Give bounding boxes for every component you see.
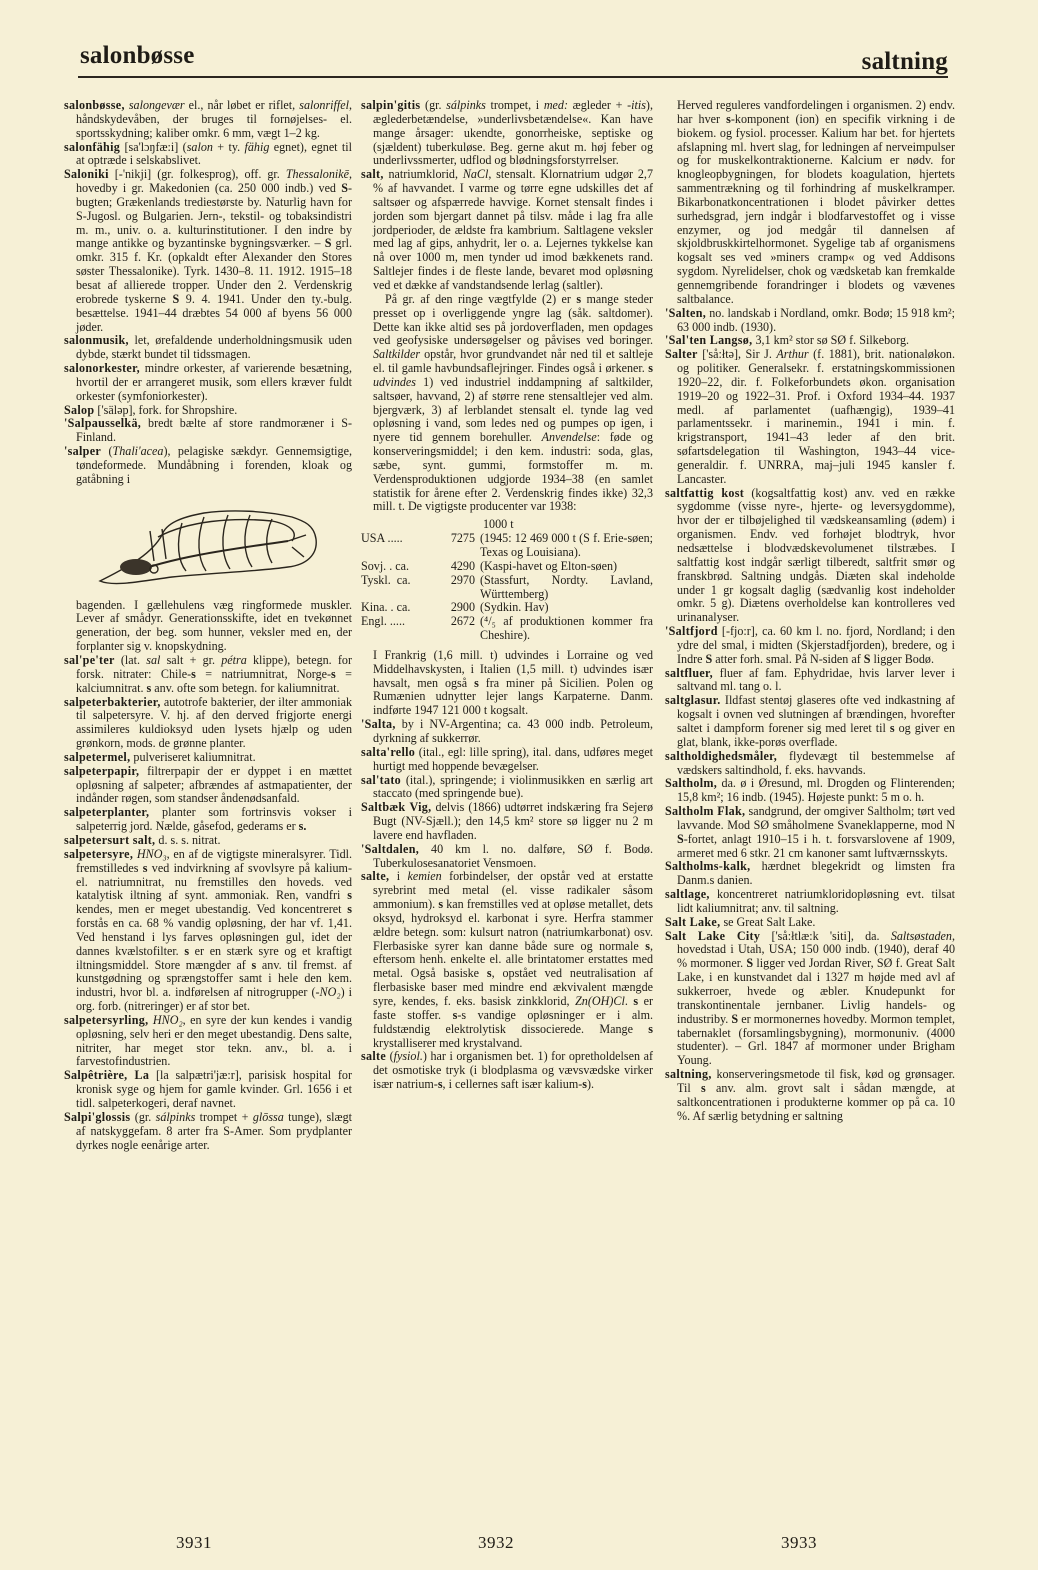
definition-text: anv. alm. grovt salt i sådan mængde, at saltkoncentrationen i produkterne kommer op på ca. 10 %. Af særlig betydning er saltning xyxy=(677,1080,955,1123)
definition-text: . xyxy=(624,994,634,1008)
headword: salpetersyre, xyxy=(64,846,134,861)
definition-text: (gr. xyxy=(420,98,447,112)
italic-text: NaCl xyxy=(462,167,489,182)
definition-text: anv. til fremst. af kunstgødning og sprængstoffer samt i hele den kem. industri, hvor bl. a. indførelsen af nitrogrupper (- xyxy=(76,957,352,1000)
headword: 'Saltfjord xyxy=(665,624,718,639)
definition-text: pulveriseret kaliumnitrat. xyxy=(130,749,256,764)
bold-abbrev: s xyxy=(184,943,190,958)
italic-text: sálpinks xyxy=(446,98,486,112)
definition-text: trompet, i xyxy=(485,98,544,112)
table-row xyxy=(361,532,653,560)
headword: Salpi'glossis xyxy=(64,1109,131,1124)
dictionary-entry xyxy=(64,334,352,362)
definition-text: egnet), egnet til at optræde i selskabslivet. xyxy=(76,139,352,168)
bold-abbrev: s xyxy=(889,720,895,735)
italic-text: fähig xyxy=(244,139,270,154)
definition-text: mange steder presset op i overliggende yngre lag (såk. saltdomer). Dette kan ikke altid ses på jordoverfladen, men opdages ved geofysiske undersøgelser og påvises ved boringer. xyxy=(373,291,653,348)
dictionary-entry xyxy=(64,404,352,418)
bold-abbrev: S xyxy=(677,831,684,846)
definition-text: anv. ofte som betegn. for kaliumnitrat. xyxy=(151,680,340,695)
headword: 'Salta, xyxy=(361,717,396,732)
dictionary-entry xyxy=(64,848,352,1014)
headword: salpetersurt salt, xyxy=(64,832,156,847)
dictionary-entry xyxy=(64,751,352,765)
entry-continuation xyxy=(64,599,352,654)
definition-text: [-'nikji] (gr. folkesprog), off. gr. xyxy=(108,167,286,182)
definition-text: I Frankrig (1,6 mill. t) udvindes i Lorraine og ved Middelhavskysten, i Italien (1,5 mill. t) udvindes især havsalt, men også xyxy=(373,647,653,690)
headword: 'salper xyxy=(64,444,102,459)
headword: salte, xyxy=(361,869,390,884)
definition-text: er mormonernes hovedby. Mormon templet, tabernaklet (forsamlingsbygning), mormonuniv. (4000 studenter). – Grl. 1847 af mormoner under Brigham Young. xyxy=(677,1011,955,1068)
dictionary-entry xyxy=(361,99,653,168)
bold-abbrev: s xyxy=(474,675,479,690)
definition-text: fluer af fam. Ephydridae, hvis larver lever i saltvand ml. tang o. l. xyxy=(677,665,955,694)
definition-text: krystalliserer med krystalvand. xyxy=(373,1035,523,1050)
dictionary-entry xyxy=(361,1050,653,1092)
note-cell: (Kaspi-havet og Elton-søen) xyxy=(480,558,618,573)
headword: Salpêtrière, La xyxy=(64,1068,150,1083)
headword: Saloniki xyxy=(64,167,109,182)
bold-abbrev: s xyxy=(633,994,639,1008)
definition-text: og giver en glat, blank, ikke-porøs overflade. xyxy=(677,720,956,749)
bold-abbrev: s xyxy=(191,666,196,681)
definition-text: d. s. s. nitrat. xyxy=(155,832,221,847)
bold-abbrev: s xyxy=(438,897,444,912)
bold-abbrev: S xyxy=(324,236,332,251)
entry-continuation xyxy=(665,99,955,307)
bold-abbrev: s xyxy=(347,902,352,917)
italic-text: sal xyxy=(146,653,161,667)
definition-text: flydevægt til bestemmelse af vædskers saltindhold, f. eks. havvands. xyxy=(677,748,955,777)
note-cell: (Sydkin. Hav) xyxy=(480,600,549,615)
italic-text: Arthur xyxy=(776,347,809,362)
definition-text: ['sälәp], fork. for Shropshire. xyxy=(94,402,238,417)
bold-abbrev: s xyxy=(726,111,731,126)
page-number-left: 3931 xyxy=(176,1533,212,1552)
definition-text: ['så:łtlæ:k 'siti], da. xyxy=(760,928,891,943)
bold-abbrev: s xyxy=(347,888,352,903)
value-cell: 7275 xyxy=(450,531,475,546)
definition-text: ved indvirkning af svovlsyre på kalium- el. natriumnitrat, nu fremstilles den hoveds. ved katalytisk iltning af synt. ammoniak. Ren, vandfri xyxy=(76,860,352,903)
italic-text: HNO₃ xyxy=(136,846,167,861)
definition-text: , hovedby i gr. Makedonien (ca. 250 000 indb.) ved xyxy=(76,167,352,196)
italic-text: HNO₂ xyxy=(152,1012,183,1027)
definition-text: , en syre der kun kendes i vandig opløsning, selv heri er den meget ubestandig. Dens salte, nitriter, har meget stor tekn. anv., bl. a. i farvestofindustrien. xyxy=(76,1012,352,1069)
italic-text: Saltkilder xyxy=(373,347,421,362)
dictionary-entry xyxy=(64,168,352,334)
definition-text: hærdnet blegekridt og limsten fra Danm.s danien. xyxy=(677,859,955,888)
table-row xyxy=(361,601,653,615)
definition-text: Herved reguleres vandfordelingen i organismen. 2) endv. har hver xyxy=(677,98,955,126)
dictionary-entry xyxy=(64,445,352,487)
bold-abbrev: S xyxy=(341,181,348,196)
definition-text: natriumklorid, xyxy=(383,167,463,182)
headword: salt, xyxy=(361,167,384,182)
definition-text: no. landskab i Nordland, omkr. Bodø; 15 918 km²; 63 000 indb. (1930). xyxy=(677,305,955,334)
headword: Salter xyxy=(665,347,698,362)
bold-abbrev: s xyxy=(582,1077,587,1092)
salt-production-table xyxy=(361,518,653,643)
definition-text: mindre orkester, af varierende besætning, hvortil der er arrangeret musik, som ellers kræver fuldt orkester (symfoniorkester). xyxy=(76,361,352,403)
dictionary-entry xyxy=(665,625,955,667)
definition-text: bredt bælte af store randmoræner i S-Finland. xyxy=(76,416,352,445)
italic-text: med: xyxy=(543,98,568,112)
definition-text: sandgrund, der omgiver Saltholm; tørt ved lavvande. Mod SØ småholmene Svaneklapperne, mod N xyxy=(677,804,955,832)
definition-text: forstås en ca. 68 % vandig opløsning, der har vf. 1,41. Ved henstand i lys farves opløsningen gul, idet der dannes kvælstofilter. xyxy=(76,916,352,958)
right-guide-word: saltning xyxy=(861,48,948,75)
headword: Salt Lake, xyxy=(665,914,721,929)
table-row xyxy=(361,560,653,574)
definition-text: let, ørefaldende underholdningsmusik uden dybde, stærkt bundet til tidssmagen. xyxy=(76,333,352,362)
definition-text: 9. 4. 1941. Under den ty.-bulg. besættelse. 1941–44 dræbtes 54 000 af byens 56 000 jøder. xyxy=(76,291,352,334)
bold-abbrev: S xyxy=(705,651,713,666)
definition-text: (gr. xyxy=(130,1109,156,1124)
definition-text: er en stærk syre og et kraftigt iltningsmiddel. Store mængder af xyxy=(76,943,352,972)
dictionary-entry xyxy=(665,888,955,916)
dictionary-entry xyxy=(361,774,653,802)
definition-text: klippe), betegn. for forsk. nitrater: Chile- xyxy=(76,653,353,681)
headword: salpin'gitis xyxy=(361,98,421,112)
definition-text: el., når løbet er riflet, xyxy=(184,98,300,112)
definition-text: filtrerpapir der er dyppet i en mættet opløsning af salpeter; afbrændes af astmapatienter, der indånder røgen, som standser åndenødsanfald. xyxy=(76,763,352,806)
definition-text: ( xyxy=(386,1049,394,1064)
definition-text: ) har i organismen bet. 1) for opretholdelsen af det osmotiske tryk (i blodplasma og vævsvædske virker især natrium- xyxy=(373,1049,653,1092)
column-1 xyxy=(64,99,352,1152)
headword: salte xyxy=(361,1049,387,1064)
bold-abbrev: s xyxy=(331,666,336,681)
dictionary-entry xyxy=(665,750,955,778)
dictionary-entry xyxy=(665,777,955,805)
italic-text: salongevær xyxy=(128,98,185,112)
headword: salonfähig xyxy=(64,139,121,154)
bold-abbrev: S xyxy=(731,1011,739,1026)
dictionary-entry xyxy=(665,805,955,860)
dictionary-entry xyxy=(361,746,653,774)
headword: salonorkester, xyxy=(64,361,140,376)
dictionary-entry xyxy=(665,916,955,930)
dictionary-entry xyxy=(361,718,653,746)
dictionary-entry xyxy=(361,843,653,871)
headword: Saltholms-kalk, xyxy=(665,859,751,874)
headword: saltglasur. xyxy=(665,693,721,708)
definition-text: ), pelagiske sækdyr. Gennemsigtige, tøndeformede. Mundåbning i forenden, kloak og gatåbning i xyxy=(76,444,352,486)
bold-abbrev: S xyxy=(746,956,754,971)
headword: saltholdighedsmåler, xyxy=(665,748,778,763)
definition-text: [-fjo:r], ca. 60 km l. no. fjord, Nordland; i den ydre del smal, i midten (Skjerstadfjorden), bredere, og i Indre xyxy=(677,624,955,666)
column-3 xyxy=(665,99,955,1123)
headword: salta'rello xyxy=(361,744,416,759)
definition-text: , i cellernes saft især kalium- xyxy=(442,1077,583,1092)
definition-text: kendes, men er meget ubestandig. Ved koncentreret xyxy=(76,902,348,917)
definition-text: (lat. xyxy=(114,653,147,667)
dictionary-entry xyxy=(64,1014,352,1069)
dictionary-entry xyxy=(665,930,955,1068)
italic-text: Thali'acea xyxy=(112,444,164,459)
italic-text: NO₂ xyxy=(319,985,341,1000)
italic-text: sálpinks xyxy=(155,1109,196,1124)
headword: salpetersyrling, xyxy=(64,1012,149,1027)
definition-text: -fortet, anlagt 1910–15 i h. t. forsvarslovene af 1909, armeret med 6 stkr. 21 cm kanoner samt luftværnsskyts. xyxy=(677,831,955,860)
dictionary-entry xyxy=(665,348,955,486)
definition-text: da. ø i Øresund, ml. Drogden og Flinterenden; 15,8 km²; 16 indb. (1945). Højeste punkt: 5 m o. h. xyxy=(677,776,955,805)
definition-text: koncentreret natriumkloridopløsning evt. tilsat lidt kaliumnitrat; anv. til saltning. xyxy=(677,887,955,915)
dictionary-entry xyxy=(64,696,352,751)
definition-text: Ildfast stentøj glaseres ofte ved indkastning af kogsalt i ovnen ved slutningen af brændingen, hvorefter saltet i dampform forener sig med leret til xyxy=(677,693,955,735)
definition-text: ['så:łtә], Sir J. xyxy=(697,347,777,362)
entry-continuation xyxy=(361,649,653,718)
bold-abbrev: s xyxy=(648,361,653,376)
country-cell: USA ..... xyxy=(361,531,403,546)
definition-text: 40 km l. no. dalføre, SØ f. Bodø. Tuberkulosesanatoriet Vensmoen. xyxy=(373,841,653,870)
table-row xyxy=(361,574,653,602)
headword: 'Salten, xyxy=(665,305,707,320)
headword: saltlage, xyxy=(665,887,710,902)
definition-text: (f. 1881), brit. nationaløkon. og politiker. Generalsekr. f. erstatningskommissionen 1920–22, dir. f. Folkeforbundets økon. organisation 1919–20 og 1922–31. Prof. i Oxford 1934–44. 1937 medl. af parlamentet (uafhængig), 1939–41 parlamentssekr. i marinemin., 1941 i min. f. krigstransport, 1941–43 leder af den brit. søfartsdelegation til Washington, 1943–44 vice-generaldir. f. UNRRA, maj–juli 1945 kansler f. Lancaster. xyxy=(677,347,955,486)
italic-text: Anvendelse xyxy=(541,430,597,445)
dictionary-entry xyxy=(665,334,955,348)
dictionary-entry xyxy=(64,1069,352,1111)
country-cell: Sovj. . ca. xyxy=(361,558,410,573)
definition-text: , opstået ved neutralisation af flerbasiske baser med mindre end ækvivalent mængde syre, kendes, f. eks. basisk zinkklorid, xyxy=(373,966,653,1008)
definition-text: [la salpætri'jæ:r], parisisk hospital for kronisk syge og hjem for gamle kvinder. Grl. 1656 i et tidl. salpeterkogeri, deraf navnet. xyxy=(76,1068,352,1110)
dictionary-entry xyxy=(361,870,653,1050)
dictionary-entry xyxy=(64,834,352,848)
value-cell: 2900 xyxy=(450,600,475,615)
page-number-middle: 3932 xyxy=(478,1533,514,1552)
running-header xyxy=(78,38,948,78)
definition-text: 1) ved industriel inddampning af saltkilder, saltsøer, havvand, 2) af større rene stensaltlejer ved alm. bjergværk, 3) af lerblandet stensalt el. tynde lag ved opløsning i vand, som ledes ned og pumpes op igen, i nyere tid gennem borehuller. xyxy=(373,374,653,445)
definition-text: planter som fortrinsvis vokser i salpeterrig jord. Nælde, gåsefod, gederams er xyxy=(76,805,352,834)
definition-text: tunge), slægt af natskyggefam. 8 arter fra S-Amer. Som prydplanter dyrkes nogle eenårige arter. xyxy=(76,1109,352,1152)
dictionary-entry xyxy=(665,1068,955,1123)
table-row xyxy=(361,615,653,643)
dictionary-entry xyxy=(665,860,955,888)
definition-text: -bugten; Grækenlands trediestørste by. Naturlig havn for S-Jugosl. og Bulgarien. Jern-, tekstil- og tobaksindistri m. m., univ. o. a. kulturinstitutioner. I den indre by mange antikke og byzantinske bygningsværker. – xyxy=(76,181,352,251)
dictionary-entry xyxy=(64,141,352,169)
table-unit-header: 1000 t xyxy=(483,517,514,532)
headword: sal'tato xyxy=(361,772,402,787)
definition-text: ( xyxy=(101,444,113,459)
definition-text: ) i org. forb. (nitreringer) er af stor bet. xyxy=(76,985,352,1014)
headword: Saltholm, xyxy=(665,776,718,791)
value-cell: 2970 xyxy=(450,572,475,587)
definition-text: : føde og konserveringsmiddel; i den kem. industri: soda, glas, sæbe, synt. gummi, formstoffer m. m. Verdensproduktionen udgjorde 1934–38 (en samlet statistik for årene efter 2. Verdenskrig findes ikke) 32,3 mill. t. De vigtigste producenter var 1938: xyxy=(373,430,653,514)
definition-text: bagenden. I gællehulens væg ringformede muskler. Lever af smådyr. Generationsskifte, idet en tvekønnet generation, der beg. som hunner, veksler med en, der forplanter sig v. knopskydning. xyxy=(76,597,352,654)
definition-text: atter forh. smal. På N-siden af xyxy=(712,651,864,666)
country-cell: Tyskl. ca. xyxy=(361,572,411,587)
italic-text: Saltsøstaden xyxy=(890,928,952,943)
headword: Salt Lake City xyxy=(665,928,761,943)
italic-text: salon xyxy=(186,139,213,154)
definition-text: ), æglederbetændelse, »underlivsbetændelse«. Kan have mange årsager: ukendte, gonorrheiske, septiske og (sjældent) tuberkuløse. Beg. gerne akut m. høj feber og underlivssmerter, udflod og blødningsforstyrrelser. xyxy=(373,98,653,168)
definition-text: trompet + xyxy=(195,1109,253,1124)
headword: saltfattig kost xyxy=(665,485,745,500)
definition-text: ). xyxy=(586,1077,595,1092)
definition-text: [sa'lɔŋfæ:i] ( xyxy=(120,139,187,154)
bold-abbrev: s xyxy=(486,966,492,981)
country-cell: Kina. . ca. xyxy=(361,600,411,615)
definition-text: salt + gr. xyxy=(160,653,222,667)
definition-text: fra miner på Sicilien. Polen og Rumænien udnytter lejer langs Karpaterne. Danm. indførte 1947 121 000 t kogsalt. xyxy=(373,675,653,718)
definition-text: grl. omkr. 315 f. Kr. (opkaldt efter Alexander den Stores søster Thessalonike). Tyrk. 1430–8. 11. 1912. 1915–18 besat af allierede tropper. Under den 2. Verdenskrig erobrede tyskerne xyxy=(76,236,352,306)
bold-abbrev: S xyxy=(172,291,180,306)
definition-text: , håndskydevåben, der bruges til fornøjelses- el. sportsskydning; kaliber omkr. 6 mm, vægt 1–2 kg. xyxy=(76,98,352,140)
definition-text: -komponent (ion) en specifik virkning i de biokem. og fysiol. processer. Kalium har bet. for hjertets afslapning ml. hvert slag, for ledningen af nerveimpulser og for muskelkontraktionerne. Kalcium er nødv. for knogleopbygningen, for blodets koagulation, hjertets sammentrækning og til forhindring af muskelkramper. Bikarbonatkoncentrationen i blodet påvirker dettes surhedsgrad, jern indgår i blodfarvestoffet og i visse enzymer, og jod medgår til dannelsen af skjoldbruskkirtelhormonet. Sygelige tab af organismens kogsalt ses ved »miners cramp« og ved Addisons sygdom. Nyrelidelser, chok og vædsketab kan fremkalde gennemgribende forandringer i blodets og vævenes saltbalance. xyxy=(677,111,955,306)
headword: sal'pe'ter xyxy=(64,653,115,667)
definition-text: = kalciumnitrat. xyxy=(76,666,352,695)
headword: salonmusik, xyxy=(64,333,129,348)
dictionary-entry xyxy=(64,362,352,404)
dictionary-entry xyxy=(665,307,955,335)
bold-abbrev: s xyxy=(576,291,582,306)
dictionary-entry xyxy=(64,765,352,807)
page-number-right: 3933 xyxy=(781,1533,817,1552)
definition-text: , eftersom henh. enkelte el. alle brintatomer erstattes med metal. Også basiske xyxy=(373,938,653,981)
italic-text: fysiol. xyxy=(393,1049,423,1064)
headword: salpeterbakterier, xyxy=(64,694,161,709)
italic-text: glōssa xyxy=(252,1109,284,1124)
value-cell: 4290 xyxy=(450,558,475,573)
headword: 'Sal'ten Langsø, xyxy=(665,333,753,348)
definition-text: 3,1 km² stor sø SØ f. Silkeborg. xyxy=(752,333,910,348)
headword: 'Salpausselkä, xyxy=(64,416,142,431)
bold-abbrev: s xyxy=(452,1007,458,1022)
definition-text: kan fremstilles ved at opløse metallet, dets oksyd, hydroksyd el. karbonat i syre. Herfra stammer ældre betegn. som: kulsurt natron (natriumkarbonat) osv. Flerbasiske syrer kan danne både sure og normale xyxy=(373,897,653,953)
dictionary-entry xyxy=(64,417,352,445)
note-cell: (1945: 12 469 000 t (S f. Erie-søen; Texas og Louisiana). xyxy=(480,531,653,559)
definition-text: konserveringsmetode til fisk, kød og grønsager. Til xyxy=(677,1067,955,1095)
italic-text: -itis xyxy=(627,98,646,112)
country-cell: Engl. ..... xyxy=(361,614,406,629)
dictionary-entry xyxy=(361,168,653,293)
headword: salonbøsse, xyxy=(64,98,125,112)
headword: saltning, xyxy=(665,1067,712,1082)
italic-text: udvindes xyxy=(373,374,416,389)
bold-abbrev: s xyxy=(251,957,257,972)
note-cell: (⁴/₅ af produktionen kommer fra Cheshire). xyxy=(480,614,653,643)
dictionary-entry xyxy=(64,1111,352,1153)
left-guide-word: salonbøsse xyxy=(80,42,195,69)
definition-text: + ty. xyxy=(212,139,245,154)
headword: salpeterpapir, xyxy=(64,763,140,778)
bold-abbrev: s xyxy=(142,860,148,875)
headword: Salop xyxy=(64,402,95,417)
bold-abbrev: s xyxy=(648,1021,653,1036)
header-rule xyxy=(78,76,948,78)
headword: salpeterplanter, xyxy=(64,805,150,820)
definition-text: delvis (1866) udtørret indskæring fra Sejerø Bugt (NV-Sjæll.); den 14,5 km² store sø ligger nu 2 m lavere end havfladen. xyxy=(373,800,653,842)
bold-abbrev: s. xyxy=(298,819,307,834)
definition-text: i xyxy=(389,869,408,884)
dictionary-entry xyxy=(665,667,955,695)
headword: Saltbæk Vig, xyxy=(361,800,432,815)
definition-text: På gr. af den ringe vægtfylde (2) er xyxy=(385,291,577,306)
definition-text: , stensalt. Klornatrium udgør 2,7 % af havvandet. I varme og tørre egne udskilles det af saltsøer og afspærrede havvige. Kornet stensalt findes i jorden som bjergart dannet på tilsv. måde i lag fra alle jordperioder, de ældste fra kambrium. Saltlagene veksler med lag af gips, anhydrit, ler o. a. Lejernes tykkelse kan nå over 1000 m, men tynder ud imod bækkenets rand. Saltlejer findes i de fleste lande, bevaret mod opløsning ved et dække af vandstandsende lerlag (saltler). xyxy=(373,167,653,292)
dictionary-entry xyxy=(361,801,653,843)
definition-text: se Great Salt Lake. xyxy=(720,914,816,929)
bold-abbrev: s xyxy=(146,680,152,695)
dictionary-entry xyxy=(64,654,352,696)
bold-abbrev: S xyxy=(863,651,871,666)
definition-text: ligger ved Jordan River, SØ f. Great Salt Lake, i en kunstvandet dal i 1327 m højde med avl af sukkerroer, hvede og æbler. Knudepunkt for transkontinentale jernbaner. Livlig handels- og industriby. xyxy=(677,956,955,1026)
note-cell: (Stassfurt, Nordty. Lavland, Württemberg) xyxy=(480,572,653,601)
headword: salpetermel, xyxy=(64,749,131,764)
definition-text: opstår, hvor grundvandet når ned til et saltleje el. til gamle havbundsaflejringer. Findes også i ørkener. xyxy=(373,347,653,376)
bold-abbrev: s xyxy=(437,1077,443,1092)
value-cell: 2672 xyxy=(450,614,475,629)
definition-text: (ital., egl: lille spring), ital. dans, udføres meget hurtigt med hoppende bevægelser. xyxy=(373,744,653,773)
headword: 'Saltdalen, xyxy=(361,841,420,856)
definition-text: ligger Bodø. xyxy=(870,651,934,666)
definition-text: = natriumnitrat, Norge- xyxy=(195,666,332,681)
dictionary-entry xyxy=(64,99,352,141)
definition-text: -s vandige opløsninger er i alm. fuldstændig elektrolytisk dissocierede. Mange xyxy=(373,1007,653,1036)
definition-text: by i NV-Argentina; ca. 43 000 indb. Petroleum, dyrkning af sukkerrør. xyxy=(373,717,653,745)
dictionary-entry xyxy=(665,694,955,749)
entry-continuation xyxy=(361,293,653,515)
definition-text: , hovedstad i Utah, USA; 150 000 indb. (1940), deraf 40 % mormoner. xyxy=(677,928,955,971)
definition-text: , en af de vigtigste mineralsyrer. Tidl. fremstilledes xyxy=(76,846,353,875)
definition-text: ægleder + xyxy=(568,98,628,112)
definition-text: er faste stoffer. xyxy=(373,994,653,1022)
dictionary-entry xyxy=(665,487,955,625)
italic-text: Thessalonikē xyxy=(285,167,349,182)
definition-text: (ital.), springende; i violinmusikken en særlig art staccato (med springende bue). xyxy=(373,772,653,801)
bold-abbrev: s xyxy=(701,1080,706,1095)
column-2 xyxy=(361,99,653,1092)
italic-text: salonriffel xyxy=(299,98,349,112)
bold-abbrev: s xyxy=(645,938,650,953)
italic-text: kemien xyxy=(407,869,442,884)
headword: saltfluer, xyxy=(665,665,713,680)
definition-text: forbindelser, der opstår ved at erstatte syrebrint med metal (el. visse radikaler såsom ammonium). xyxy=(373,869,653,912)
headword: Saltholm Flak, xyxy=(665,804,746,819)
italic-text: pétra xyxy=(221,653,247,667)
dictionary-entry xyxy=(64,806,352,834)
definition-text: autotrofe bakterier, der ilter ammoniak til salpetersyre. V. hj. af den derved frigjorte energi assimileres kuldioksyd uden lysets hjælp og uden grønkorn, mods. de grønne planter. xyxy=(76,694,352,751)
italic-text: Zn(OH)Cl xyxy=(575,994,625,1008)
definition-text: (kogsaltfattig kost) anv. ved en række sygdomme (visse nyre-, hjerte- og leversygdomme), hvor der er tilbøjelighed til vædskeansamling (ødem) i organismen. Endv. ved forhøjet blodtryk, hvor nedsættelse i blodvædskevolumenet tilstræbes. I saltfattig kost indgår særligt tilberedt, saltfrit smør og franskbrød. Saltning undgås. Diæten skal indeholde under 1 gr kogsalt daglig (sædvanlig kost indeholder omkr. 5 g). Diætens overholdelse kan kontrolleres ved urinanalyser. xyxy=(677,485,955,625)
salp-illustration-icon xyxy=(92,495,322,595)
